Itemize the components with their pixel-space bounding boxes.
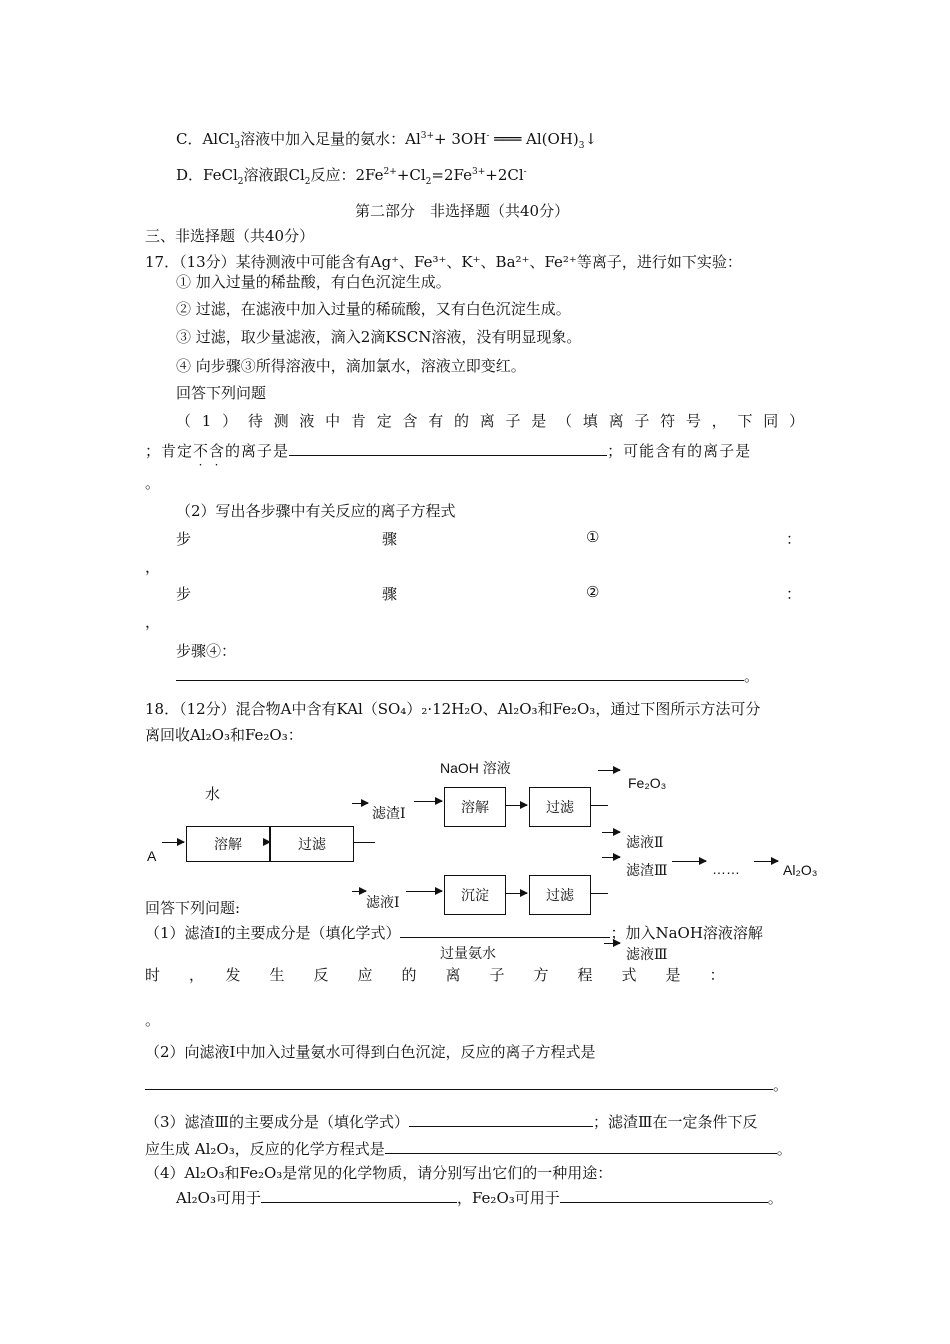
q18-p1-line2: 时 ， 发 生 反 应 的 离 子 方 程 式 是 ：	[145, 966, 732, 984]
line-filter3-out	[590, 893, 608, 894]
line-filter2-out	[590, 805, 608, 806]
diagram-filtrate3-label: 滤液Ⅲ	[626, 947, 668, 963]
diagram-filtrate1-label: 滤液Ⅰ	[366, 895, 400, 911]
step1-label-a: 步	[176, 530, 192, 548]
step4-label: 步骤④：	[176, 642, 237, 660]
q18-answer-prompt: 回答下列问题:	[145, 899, 241, 917]
part2-title: 第二部分 非选择题（共40分）	[355, 202, 570, 220]
q18-p4-answers: Al₂O₃可用于 ，Fe₂O₃可用于 。	[176, 1189, 783, 1207]
arrow-precipitate-to-filter3	[505, 893, 527, 894]
box-dissolve-2: 溶解	[444, 787, 506, 827]
box-dissolve-1: 溶解	[186, 826, 270, 862]
box-filter-1: 过滤	[270, 826, 354, 862]
step2-label-a: 步	[176, 585, 192, 603]
arrow-to-filtrate2	[602, 832, 620, 833]
arrow-dissolve2-to-filter2	[505, 805, 527, 806]
arrow-to-residue3	[602, 857, 620, 858]
q18-p3-line1: （3）滤渣Ⅲ的主要成分是（填化学式） ；滤渣Ⅲ在一定条件下反	[145, 1113, 758, 1131]
step2-circle: ②	[586, 583, 600, 601]
answer-blank-al2o3-use[interactable]	[261, 1188, 457, 1203]
step1-circle: ①	[586, 528, 600, 546]
arrow-to-filtrate3	[604, 943, 620, 944]
q17-step3: ③ 过滤，取少量滤液，滴入2滴KSCN溶液，没有明显现象。	[176, 328, 582, 346]
q18-header-line2: 离回收Al₂O₃和Fe₂O₃：	[145, 726, 303, 744]
q18-p3-line2: 应生成 Al₂O₃，反应的化学方程式是 。	[145, 1140, 792, 1158]
diagram-residue1-label: 滤渣Ⅰ	[372, 806, 406, 822]
step2-colon: ：	[786, 585, 802, 603]
step1-label-b: 骤	[382, 530, 398, 548]
line-filter1-out	[353, 842, 375, 843]
q18-p2-answer-line: 。	[145, 1074, 788, 1095]
q18-p1-end: 。	[145, 1011, 161, 1029]
q18-p4: （4）Al₂O₃和Fe₂O₃是常见的化学物质，请分别写出它们的一种用途：	[145, 1164, 613, 1182]
diagram-ammonia-label: 过量氨水	[440, 946, 496, 962]
step1-colon: ：	[786, 530, 802, 548]
diagram-ellipsis: ……	[712, 861, 740, 877]
step4-answer-line: 。	[176, 665, 759, 686]
q17-step2: ② 过滤，在滤液中加入过量的稀硫酸，又有白色沉淀生成。	[176, 300, 571, 318]
step1-comma: ，	[145, 558, 161, 576]
q17-q1-line1: （ 1 ） 待 测 液 中 肯 定 含 有 的 离 子 是 （ 填 离 子 符 号 ， 下 同 ）	[176, 412, 807, 430]
option-d: D．FeCl$_2$溶液跟$Cl_2$反应：$2Fe^{2+}+Cl_2=2Fe^{3+}+2Cl^-$	[176, 166, 527, 187]
diagram-filtrate2-label: 滤液Ⅱ	[626, 835, 664, 851]
diagram-naoh-label: NaOH 溶液	[440, 760, 511, 776]
answer-blank-residue1[interactable]	[400, 923, 610, 938]
box-filter-2: 过滤	[529, 787, 591, 827]
arrow-filtrate1-to-precipitate	[406, 891, 442, 892]
step2-label-b: 骤	[382, 585, 398, 603]
arrow-a-to-dissolve	[162, 842, 184, 843]
q18-p2: （2）向滤液Ⅰ中加入过量氨水可得到白色沉淀，反应的离子方程式是	[145, 1043, 596, 1061]
diagram-a-label: A	[147, 848, 157, 864]
option-c: C．AlCl$_3$溶液中加入足量的氨水：$Al^{3+}+ 3OH^-$ ═══ $Al(OH)_3↓$	[176, 130, 598, 151]
section3-heading: 三、非选择题（共40分）	[145, 227, 315, 245]
arrow-filtrate1-in	[352, 891, 366, 892]
arrow-residue1-to-dissolve	[414, 801, 442, 802]
box-precipitate: 沉淀	[444, 875, 506, 915]
diagram-fe2o3-label: Fe₂O₃	[628, 775, 667, 791]
diagram-water-label: 水	[205, 785, 221, 803]
answer-blank-p3-equation[interactable]	[385, 1139, 777, 1154]
arrow-to-al2o3	[754, 861, 778, 862]
diagram-al2o3-label: Al₂O₃	[783, 862, 818, 878]
answer-blank-residue3[interactable]	[409, 1112, 593, 1127]
answer-blank-not-contained[interactable]	[289, 441, 607, 456]
answer-blank-fe2o3-use[interactable]	[560, 1188, 768, 1203]
q17-q1-end: 。	[145, 474, 161, 492]
q17-step4: ④ 向步骤③所得溶液中，滴加氯水，溶液立即变红。	[176, 357, 526, 375]
arrow-residue1-in	[352, 803, 368, 804]
diagram-residue3-label: 滤渣Ⅲ	[626, 863, 668, 879]
step2-comma: ，	[145, 613, 161, 631]
q17-step1: ① 加入过量的稀盐酸，有白色沉淀生成。	[176, 273, 451, 291]
answer-blank-p2[interactable]	[145, 1075, 773, 1090]
q17-answer-prompt: 回答下列问题	[176, 384, 267, 402]
arrow-to-fe2o3	[598, 770, 620, 771]
q18-p1-line1: （1）滤渣Ⅰ的主要成分是（填化学式） ；加入NaOH溶液溶解	[145, 924, 763, 942]
q17-q2: （2）写出各步骤中有关反应的离子方程式	[176, 502, 456, 520]
answer-blank-step4[interactable]	[176, 666, 744, 681]
q17-q1-line2: ；肯定不含的离子是 ；可能含有的离子是	[145, 442, 752, 460]
q17-header: 17．（13分）某待测液中可能含有Ag⁺、Fe³⁺、K⁺、Ba²⁺、Fe²⁺等离子，进行如下实验：	[145, 253, 742, 271]
arrow-residue3-to-next	[672, 861, 706, 862]
box-filter-3: 过滤	[529, 875, 591, 915]
q18-header-line1: 18．（12分）混合物A中含有KAl（SO₄）₂·12H₂O、Al₂O₃和Fe₂O₃，通过下图所示方法可分	[145, 700, 761, 718]
